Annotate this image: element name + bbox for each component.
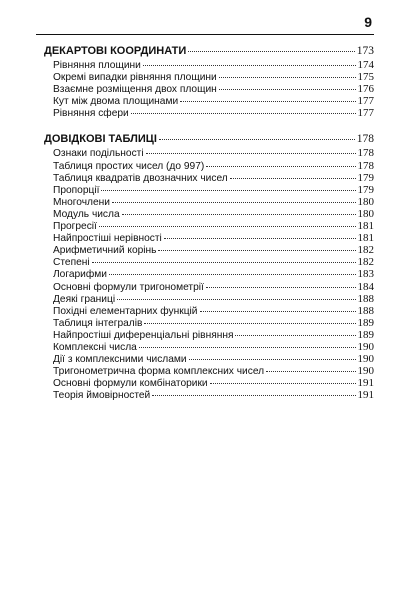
dot-leader [219,77,356,78]
dot-leader [189,359,356,360]
entry-page-number: 182 [357,256,374,269]
entry-page-number: 175 [357,71,374,84]
entry-page-number: 179 [357,183,374,196]
toc-entry [44,377,374,389]
toc-entry [44,341,374,353]
entry-page-number: 178 [356,133,374,146]
entry-page-number: 180 [357,207,374,220]
toc-entry [44,147,374,159]
dot-leader [159,139,355,140]
dot-leader [235,335,355,336]
header-rule [36,34,374,35]
entry-page-number: 178 [357,147,374,160]
entry-title: Арифметичний корінь [53,245,157,257]
dot-leader [144,323,355,324]
dot-leader [266,371,355,372]
dot-leader [109,274,356,275]
toc-entry [44,95,374,107]
toc-section [44,132,374,401]
entry-page-number: 179 [357,171,374,184]
toc-entry [44,59,374,71]
entry-title: Тригонометрична форма комплексних чисел [53,366,265,378]
entry-page-number: 178 [357,159,374,172]
dot-leader [101,190,355,191]
entry-page-number: 189 [357,316,374,329]
dot-leader [112,202,356,203]
dot-leader [188,51,354,52]
entry-title: Кут між двома площинами [53,96,179,108]
entry-title: Комплексні числа [53,341,137,353]
entry-title: Найпростіші диференціальні рівняння [53,329,234,341]
toc-entry [44,281,374,293]
entry-title: Степені [53,257,90,269]
toc-entry [44,232,374,244]
entry-page-number: 176 [357,83,374,96]
entry-page-number: 177 [357,107,374,120]
entry-title: Взаємне розміщення двох площин [53,84,217,96]
entry-title: Теорія ймовірностей [53,390,151,402]
toc-entry [44,268,374,280]
entry-page-number: 183 [357,268,374,281]
entry-title: Рівняння сфери [53,108,129,120]
entry-page-number: 184 [357,280,374,293]
entry-page-number: 191 [357,389,374,402]
entry-page-number: 190 [357,340,374,353]
dot-leader [164,238,356,239]
dot-leader [117,299,355,300]
dot-leader [180,101,355,102]
dot-leader [146,153,356,154]
section-heading [44,44,374,59]
dot-leader [131,113,356,114]
dot-leader [152,395,355,396]
dot-leader [139,347,356,348]
entry-title: Основні формули тригонометрії [53,281,204,293]
entry-page-number: 188 [357,292,374,305]
toc-entry [44,365,374,377]
entry-page-number: 190 [357,353,374,366]
toc-entry [44,160,374,172]
entry-page-number: 173 [356,45,374,57]
entry-title: Таблиця інтегралів [53,317,143,329]
entry-page-number: 191 [357,377,374,390]
dot-leader [206,166,355,167]
dot-leader [92,262,356,263]
entry-title: Таблиця простих чисел (до 997) [53,160,205,172]
entry-title: Ознаки подільності [53,148,144,160]
toc-entry [44,107,374,119]
entry-title: Найпростіші нерівності [53,233,162,245]
toc-entry [44,83,374,95]
dot-leader [230,178,356,179]
toc-entry [44,305,374,317]
toc-entry [44,256,374,268]
toc-section [44,44,374,119]
entry-page-number: 188 [357,304,374,317]
entry-title: Дії з комплексними числами [53,354,187,366]
toc-entry [44,220,374,232]
entry-page-number: 181 [357,220,374,233]
toc-entry [44,71,374,83]
section-heading [44,132,374,147]
entry-page-number: 177 [357,95,374,108]
entry-title: Основні формули комбінаторики [53,378,208,390]
entry-page-number: 182 [357,244,374,257]
entry-title: Пропорції [53,184,100,196]
dot-leader [206,287,356,288]
toc-entry [44,329,374,341]
toc-entry [44,208,374,220]
dot-leader [219,89,356,90]
entry-title: Таблиця квадратів двозначних чисел [53,172,228,184]
toc-entry [44,172,374,184]
entry-title: Логарифми [53,269,107,281]
entry-title: Похідні елементарних функцій [53,305,198,317]
toc-entry [44,293,374,305]
dot-leader [210,383,356,384]
entry-page-number: 174 [357,59,374,71]
entry-page-number: 181 [357,232,374,245]
entry-title: Рівняння площини [53,60,141,71]
entry-page-number: 180 [357,195,374,208]
dot-leader [200,311,356,312]
toc-entry [44,389,374,401]
dot-leader [122,214,356,215]
page-number: 9 [364,14,372,30]
dot-leader [99,226,356,227]
toc-entry [44,353,374,365]
entry-title: Многочлени [53,196,110,208]
entry-page-number: 190 [357,365,374,378]
toc-entry [44,317,374,329]
toc-entry [44,244,374,256]
toc-entry [44,196,374,208]
dot-leader [143,65,356,66]
toc-entry [44,184,374,196]
entry-title: Прогресії [53,221,97,233]
entry-title: Деякі границі [53,293,116,305]
entry-title: ДЕКАРТОВІ КООРДИНАТИ [44,45,187,57]
table-of-contents [44,44,374,414]
entry-title: Модуль числа [53,208,120,220]
entry-title: Окремі випадки рівняння площини [53,72,217,84]
entry-title: ДОВІДКОВІ ТАБЛИЦІ [44,133,157,146]
entry-page-number: 189 [357,328,374,341]
dot-leader [158,250,355,251]
